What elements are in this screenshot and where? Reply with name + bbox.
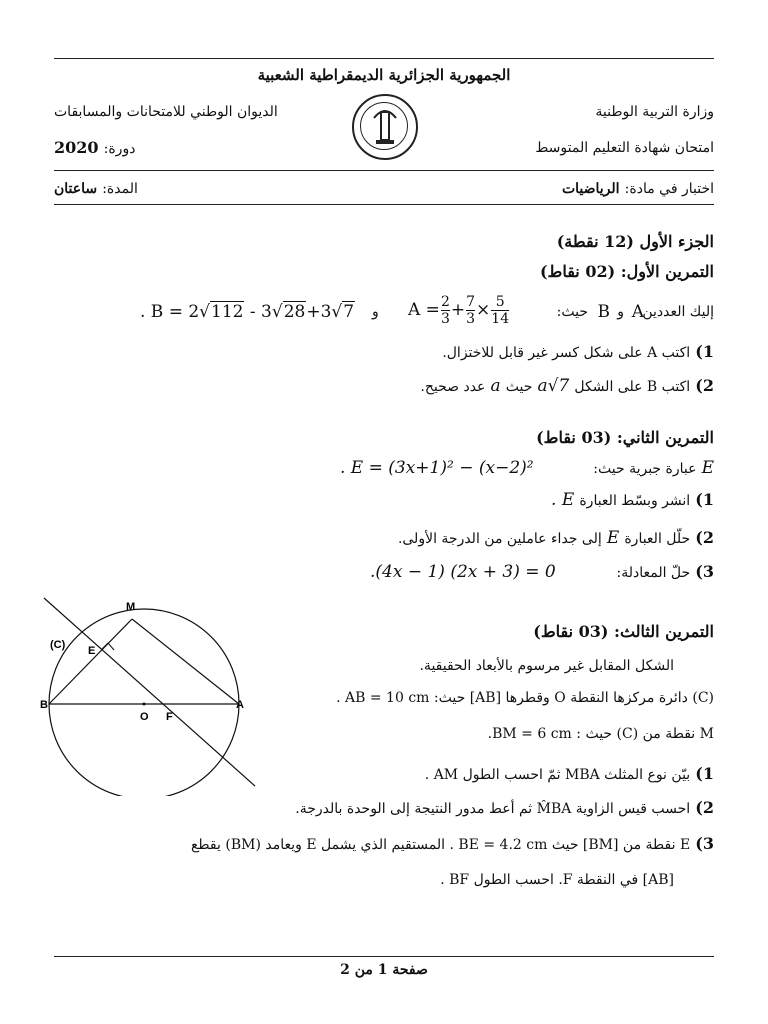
ex1-q2 bbox=[420, 376, 714, 396]
ex3-q2-num: 2) bbox=[695, 798, 714, 817]
ex3-q2 bbox=[295, 798, 714, 817]
ex2-q3-text: حلّ المعادلة: bbox=[616, 565, 691, 581]
ex1-A-var: A bbox=[631, 302, 644, 322]
ex2-q3 bbox=[616, 562, 714, 581]
ex1-q1-text: اكتب A على شكل كسر غير قابل للاختزال. bbox=[442, 345, 691, 361]
ex1-and-2: و bbox=[372, 304, 379, 320]
ex3-q3-continuation: [AB] في النقطة F. احسب الطول BF . bbox=[440, 872, 674, 888]
ex2-q1 bbox=[551, 490, 714, 510]
session-label: دورة: bbox=[103, 141, 136, 157]
subject-value: الرياضيات bbox=[561, 181, 620, 197]
subject-label: اختبار في مادة: bbox=[624, 181, 714, 197]
ex3-q3-num: 3) bbox=[695, 834, 714, 853]
ex1-q2-text-c: عدد صحيح. bbox=[420, 379, 486, 395]
label-E: E bbox=[88, 645, 96, 657]
ex3-line2: M نقطة من (C) حيث : BM = 6 cm. bbox=[487, 726, 714, 742]
ex1-where: حيث: bbox=[556, 304, 588, 320]
republic-title: الجمهورية الجزائرية الديمقراطية الشعبية bbox=[257, 66, 511, 84]
exam-label: امتحان شهادة التعليم المتوسط bbox=[535, 140, 714, 156]
ex2-q2-num: 2) bbox=[695, 528, 714, 547]
label-A: A bbox=[236, 699, 244, 711]
ex1-A-expr: A = $\frac{2}{3}$ + $\frac{7}{3}$ × $\frac{5}{14}$ bbox=[408, 294, 510, 327]
ex2-title: التمرين الثاني: (03 نقاط) bbox=[536, 428, 714, 447]
ex2-q2-text-b: إلى جداء عاملين من الدرجة الأولى. bbox=[397, 531, 602, 547]
ex2-q3-equation: .(4x − 1) (2x + 3) = 0 bbox=[370, 562, 556, 582]
label-B: B bbox=[40, 699, 48, 711]
exam-office-logo bbox=[352, 94, 418, 160]
page-number: صفحة 1 من 2 bbox=[340, 962, 428, 978]
duration-label: المدة: bbox=[102, 181, 138, 197]
ex1-q2-var: a bbox=[490, 376, 501, 396]
subject-info bbox=[562, 178, 714, 197]
ex1-statement bbox=[140, 294, 714, 334]
ex1-B-expr: . B = 2√112 - 3√28+3√7 bbox=[140, 302, 355, 322]
footer-rule bbox=[54, 956, 714, 957]
ex1-q1-num: 1) bbox=[695, 342, 714, 361]
ex2-intro bbox=[593, 458, 714, 478]
label-M: M bbox=[126, 601, 136, 613]
ex2-q3-num: 3) bbox=[695, 562, 714, 581]
ex3-q1 bbox=[425, 764, 714, 783]
ex2-intro-var: E bbox=[701, 458, 714, 478]
header-rule-2 bbox=[54, 204, 714, 205]
geometry-figure bbox=[40, 596, 280, 796]
office-label: الديوان الوطني للامتحانات والمسابقات bbox=[54, 104, 278, 120]
ex3-q3-text: E نقطة من [BM] حيث BE = 4.2 cm . المستقيم الذي يشمل E ويعامد (BM) يقطع bbox=[190, 837, 691, 853]
ex1-q2-form: a√7 bbox=[537, 376, 570, 396]
top-rule bbox=[54, 58, 714, 59]
duration-info bbox=[54, 178, 174, 197]
ex1-q1 bbox=[442, 342, 714, 361]
ex1-and: و bbox=[617, 304, 624, 320]
ex3-title: التمرين الثالث: (03 نقاط) bbox=[533, 622, 714, 641]
ex3-q3 bbox=[191, 834, 714, 853]
ex3-note: الشكل المقابل غير مرسوم بالأبعاد الحقيقية. bbox=[419, 658, 674, 674]
ministry-label: وزارة التربية الوطنية bbox=[595, 104, 714, 120]
ex2-q2 bbox=[398, 528, 714, 548]
ex1-q2-text-b: حيث bbox=[505, 379, 533, 395]
ex1-q2-text-a: اكتب B على الشكل bbox=[574, 379, 691, 395]
ex2-intro-text: عبارة جبرية حيث: bbox=[593, 461, 697, 477]
header-rule-1 bbox=[54, 170, 714, 171]
ex3-q2-text: احسب قيس الزاوية M̂BA ثم أعط مدور النتيجة إلى الوحدة بالدرجة. bbox=[295, 801, 691, 817]
ex3-q1-num: 1) bbox=[695, 764, 714, 783]
ex2-expression: . E = (3x+1)² − (x−2)² bbox=[340, 458, 534, 478]
ex1-title: التمرين الأول: (02 نقاط) bbox=[539, 262, 714, 281]
ex1-B-var: B bbox=[597, 302, 610, 322]
ex2-q2-var: E bbox=[606, 528, 620, 548]
session-year: 2020 bbox=[54, 138, 99, 157]
duration-value: ساعتان bbox=[54, 181, 98, 197]
part1-title: الجزء الأول (12 نقطة) bbox=[556, 232, 714, 251]
ex3-q1-text: بيّن نوع المثلث MBA ثمّ احسب الطول AM . bbox=[424, 767, 691, 783]
ex2-q1-text: انشر وبسّط العبارة bbox=[579, 493, 691, 509]
ex1-q2-num: 2) bbox=[695, 376, 714, 395]
label-O: O bbox=[140, 711, 149, 723]
segment-BM bbox=[49, 619, 132, 704]
label-C: (C) bbox=[50, 639, 66, 651]
point-O bbox=[143, 703, 146, 706]
ex2-q2-text-a: حلّل العبارة bbox=[624, 531, 691, 547]
ex3-line1: (C) دائرة مركزها النقطة O وقطرها [AB] حيث: AB = 10 cm . bbox=[336, 690, 714, 706]
ex1-intro: إليك العددين bbox=[642, 304, 714, 320]
ex2-q1-var: E . bbox=[551, 490, 575, 510]
label-F: F bbox=[166, 711, 173, 723]
ex2-q1-num: 1) bbox=[695, 490, 714, 509]
session-info bbox=[54, 138, 174, 157]
